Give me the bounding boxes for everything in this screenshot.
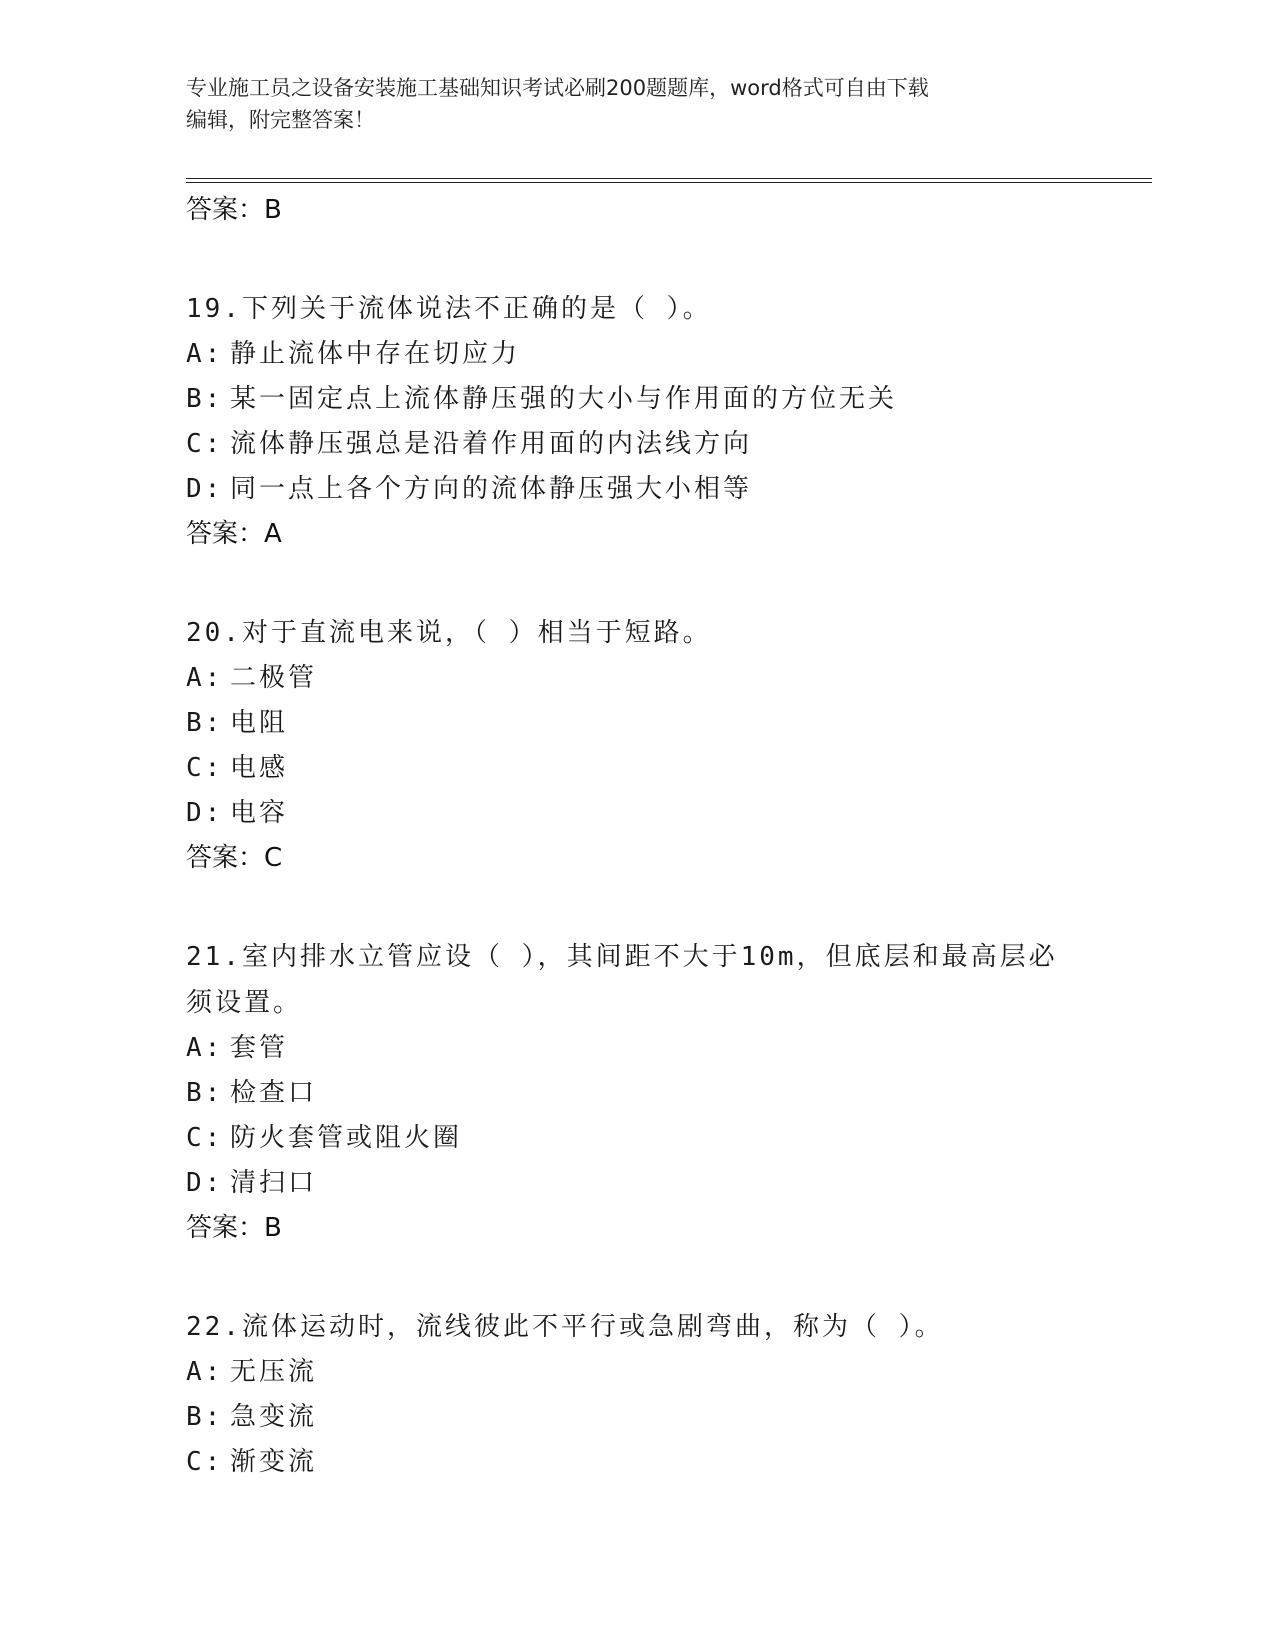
question-block [186, 610, 1152, 874]
option-text: 急变流 [230, 1402, 318, 1432]
option-letter: A: [186, 1033, 224, 1063]
header-title-line2: 编辑，附完整答案！ [186, 108, 375, 132]
option-letter: C: [186, 429, 224, 459]
option-text: 静止流体中存在切应力 [230, 339, 521, 369]
option-b [186, 701, 1152, 746]
question-block [186, 1304, 1152, 1485]
document-header [186, 72, 1066, 136]
option-b [186, 377, 1152, 422]
option-a [186, 656, 1152, 701]
question-text: 21.室内排水立管应设（ ），其间距不大于10m，但底层和最高层必须设置。 [186, 942, 1058, 1018]
option-letter: B: [186, 1402, 224, 1432]
question-text: 19.下列关于流体说法不正确的是（ ）。 [186, 294, 712, 324]
option-text: 电容 [230, 798, 289, 828]
answer-line: 答案：C [186, 843, 283, 873]
question-text: 22.流体运动时，流线彼此不平行或急剧弯曲，称为（ ）。 [186, 1312, 944, 1342]
option-letter: D: [186, 1168, 224, 1198]
option-letter: C: [186, 753, 224, 783]
option-text: 检查口 [230, 1078, 318, 1108]
option-c [186, 1440, 1152, 1485]
option-letter: C: [186, 1123, 224, 1153]
option-a [186, 332, 1152, 377]
option-text: 渐变流 [230, 1447, 318, 1477]
option-c [186, 422, 1152, 467]
option-letter: D: [186, 474, 224, 504]
option-d [186, 467, 1152, 512]
option-text: 电感 [230, 753, 289, 783]
option-text: 同一点上各个方向的流体静压强大小相等 [230, 474, 753, 504]
option-letter: A: [186, 1357, 224, 1387]
option-letter: A: [186, 339, 224, 369]
option-letter: B: [186, 1078, 224, 1108]
option-letter: D: [186, 798, 224, 828]
option-text: 清扫口 [230, 1168, 318, 1198]
question-text: 20.对于直流电来说，（ ）相当于短路。 [186, 618, 712, 648]
header-title-line1: 专业施工员之设备安装施工基础知识考试必刷200题题库，word格式可自由下载 [186, 76, 929, 100]
option-text: 二极管 [230, 663, 318, 693]
option-b [186, 1395, 1152, 1440]
option-a [186, 1026, 1152, 1071]
option-text: 防火套管或阻火圈 [230, 1123, 463, 1153]
option-text: 某一固定点上流体静压强的大小与作用面的方位无关 [230, 384, 898, 414]
option-letter: A: [186, 663, 224, 693]
option-text: 无压流 [230, 1357, 318, 1387]
answer-line: 答案：A [186, 519, 282, 549]
option-text: 电阻 [230, 708, 289, 738]
option-text: 套管 [230, 1033, 289, 1063]
option-d [186, 1161, 1152, 1206]
option-b [186, 1071, 1152, 1116]
answer-line: 答案：B [186, 1213, 282, 1243]
option-letter: C: [186, 1447, 224, 1477]
option-d [186, 791, 1152, 836]
option-c [186, 746, 1152, 791]
option-a [186, 1350, 1152, 1395]
question-block [186, 286, 1152, 550]
option-letter: B: [186, 384, 224, 414]
header-double-rule [186, 178, 1152, 183]
option-letter: B: [186, 708, 224, 738]
option-text: 流体静压强总是沿着作用面的内法线方向 [230, 429, 753, 459]
answer-line: 答案：B [186, 195, 282, 225]
question-list [186, 188, 1152, 1485]
question-block [186, 934, 1152, 1244]
option-c [186, 1116, 1152, 1161]
